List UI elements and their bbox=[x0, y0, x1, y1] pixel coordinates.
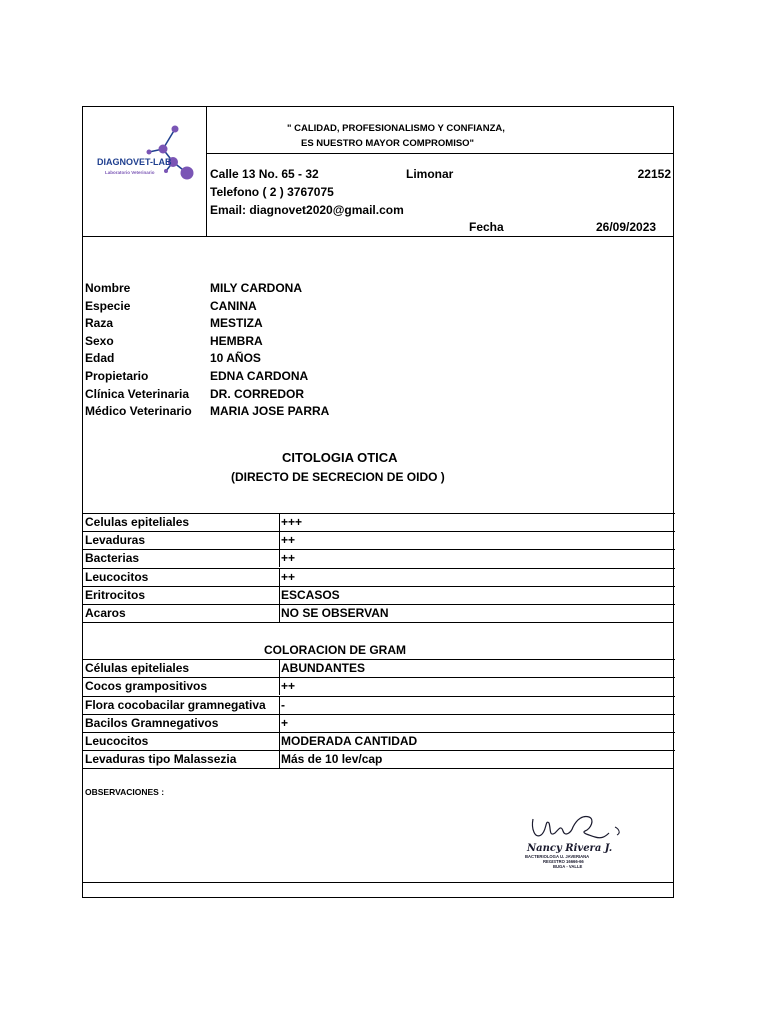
motto-line-1: " CALIDAD, PROFESIONALISMO Y CONFIANZA, bbox=[287, 123, 505, 134]
row-value: +++ bbox=[281, 515, 303, 529]
table-row bbox=[83, 732, 675, 750]
table-row bbox=[83, 696, 675, 714]
row-label: Celulas epiteliales bbox=[85, 515, 190, 529]
table-row bbox=[83, 549, 675, 567]
header-bottom-line bbox=[83, 236, 673, 237]
patient-value: HEMBRA bbox=[210, 334, 263, 348]
row-value: NO SE OBSERVAN bbox=[281, 606, 389, 620]
table-row bbox=[83, 531, 675, 549]
row-value: ESCASOS bbox=[281, 588, 340, 602]
order-number: 22152 bbox=[637, 167, 671, 181]
patient-value: MARIA JOSE PARRA bbox=[210, 404, 330, 418]
signature-title-1: BACTERIOLOGA U. JAVERIANA bbox=[525, 854, 590, 859]
row-value: + bbox=[281, 716, 289, 730]
table-row bbox=[83, 677, 675, 695]
row-label: Acaros bbox=[85, 606, 126, 620]
gram-title: COLORACION DE GRAM bbox=[264, 643, 406, 657]
patient-value: CANINA bbox=[210, 299, 257, 313]
patient-label: Sexo bbox=[85, 334, 114, 348]
signature-title-3: BUGA - VALLE bbox=[553, 864, 583, 869]
row-value: MODERADA CANTIDAD bbox=[281, 734, 418, 748]
lab-address: Calle 13 No. 65 - 32 bbox=[210, 167, 319, 181]
date-label: Fecha bbox=[469, 220, 504, 234]
patient-label: Propietario bbox=[85, 369, 149, 383]
motto-line-2: ES NUESTRO MAYOR COMPROMISO" bbox=[301, 138, 475, 149]
table-row bbox=[83, 604, 675, 622]
patient-label: Clínica Veterinaria bbox=[85, 387, 190, 401]
row-value: ++ bbox=[281, 551, 296, 565]
row-value: ++ bbox=[281, 679, 296, 693]
row-label: Levaduras bbox=[85, 533, 146, 547]
patient-label: Edad bbox=[85, 351, 115, 365]
footer-line bbox=[83, 882, 673, 883]
row-value: ABUNDANTES bbox=[281, 661, 365, 675]
patient-label: Raza bbox=[85, 316, 114, 330]
lab-phone: Telefono ( 2 ) 3767075 bbox=[210, 185, 334, 199]
patient-label: Nombre bbox=[85, 281, 131, 295]
row-value: ++ bbox=[281, 570, 296, 584]
patient-value: EDNA CARDONA bbox=[210, 369, 309, 383]
row-label: Cocos grampositivos bbox=[85, 679, 208, 693]
motto-divider bbox=[206, 153, 673, 154]
row-value: ++ bbox=[281, 533, 296, 547]
date-value: 26/09/2023 bbox=[596, 220, 657, 234]
signature-image bbox=[525, 807, 635, 872]
exam-subtitle: (DIRECTO DE SECRECION DE OIDO ) bbox=[231, 470, 445, 484]
patient-label: Especie bbox=[85, 299, 131, 313]
row-label: Células epiteliales bbox=[85, 661, 190, 675]
row-value: Más de 10 lev/cap bbox=[281, 752, 383, 766]
table-row bbox=[83, 586, 675, 604]
row-label: Levaduras tipo Malassezia bbox=[85, 752, 237, 766]
row-value: - bbox=[281, 698, 285, 712]
lab-report bbox=[82, 106, 674, 898]
lab-email: Email: diagnovet2020@gmail.com bbox=[210, 203, 404, 217]
logo-text: DIAGNOVET-LAB bbox=[97, 157, 172, 167]
patient-value: DR. CORREDOR bbox=[210, 387, 305, 401]
row-label: Eritrocitos bbox=[85, 588, 146, 602]
lab-location: Limonar bbox=[406, 167, 454, 181]
patient-value: MESTIZA bbox=[210, 316, 263, 330]
row-label: Bacterias bbox=[85, 551, 140, 565]
patient-value: MILY CARDONA bbox=[210, 281, 303, 295]
signature-title-2: REGISTRO 16666-66 bbox=[543, 859, 584, 864]
table-row bbox=[83, 513, 675, 531]
gram-bottom-line bbox=[83, 768, 673, 769]
row-label: Leucocitos bbox=[85, 570, 149, 584]
patient-value: 10 AÑOS bbox=[210, 351, 261, 365]
observations-label: OBSERVACIONES : bbox=[85, 787, 165, 797]
diagnovet-logo bbox=[83, 107, 207, 235]
row-label: Bacilos Gramnegativos bbox=[85, 716, 219, 730]
logo-subtitle: Laboratorio Veterinario bbox=[105, 170, 155, 175]
row-label: Leucocitos bbox=[85, 734, 149, 748]
table-row bbox=[83, 750, 675, 768]
table-row bbox=[83, 714, 675, 732]
patient-label: Médico Veterinario bbox=[85, 404, 192, 418]
table-bottom-line bbox=[83, 622, 673, 623]
exam-title: CITOLOGIA OTICA bbox=[282, 450, 398, 465]
table-row bbox=[83, 568, 675, 586]
row-label: Flora cocobacilar gramnegativa bbox=[85, 698, 266, 712]
table-row bbox=[83, 659, 675, 677]
signature-name: Nancy Rivera J. bbox=[527, 843, 613, 854]
